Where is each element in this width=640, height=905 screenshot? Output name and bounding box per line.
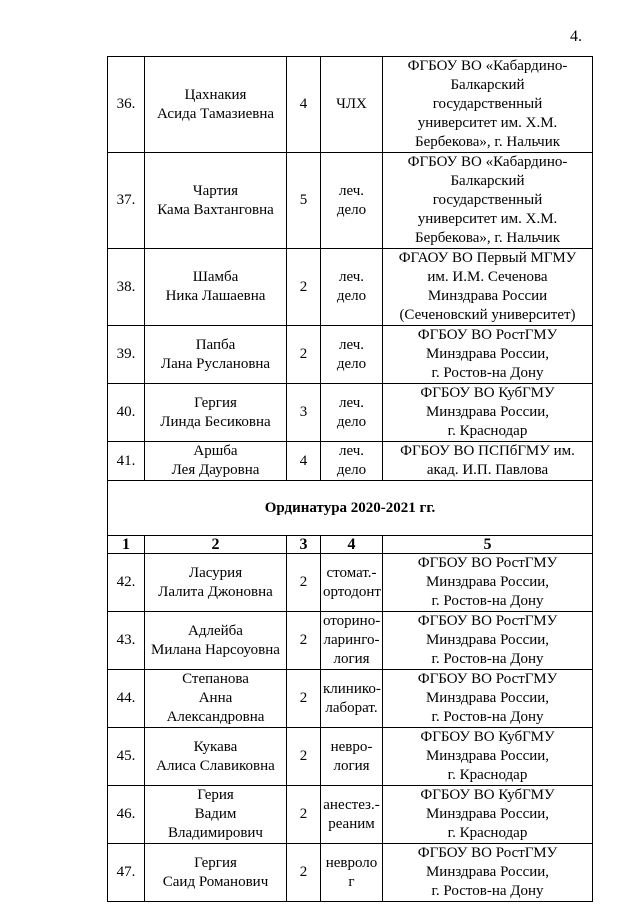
person-name xyxy=(145,554,287,612)
row-number: 41. xyxy=(108,442,145,481)
specialty xyxy=(321,728,383,786)
specialty-line: дело xyxy=(336,201,367,218)
university-line: ФГБОУ ВО ПСПбГМУ им. xyxy=(400,443,575,459)
person-name xyxy=(145,442,287,481)
person-name xyxy=(145,384,287,442)
university-line: г. Краснодар xyxy=(447,767,528,783)
specialty-line: леч. xyxy=(338,336,365,353)
specialty-line: дело xyxy=(336,462,367,478)
name-line: Алиса Славиковна xyxy=(156,757,275,774)
row-number: 44. xyxy=(108,670,145,728)
study-year: 2 xyxy=(287,326,321,384)
column-number: 4 xyxy=(321,536,383,554)
university-line: г. Ростов-на Дону xyxy=(431,709,544,725)
name-line: Чартия xyxy=(192,182,239,199)
table-body-bottom xyxy=(108,554,593,902)
university-line: ФГБОУ ВО КубГМУ xyxy=(420,729,555,745)
university xyxy=(383,384,593,442)
row-number: 45. xyxy=(108,728,145,786)
person-name xyxy=(145,728,287,786)
university-line: Минздрава России, xyxy=(425,574,550,590)
name-line: Саид Романович xyxy=(162,873,269,890)
specialty-line: невро- xyxy=(330,738,373,755)
specialty-line: лаборат. xyxy=(325,699,378,716)
university-line: г. Ростов-на Дону xyxy=(431,593,544,609)
university-line: Бербекова», г. Нальчик xyxy=(414,230,561,246)
name-line: Степанова xyxy=(182,671,249,687)
specialty-line: клинико- xyxy=(323,680,381,697)
specialty xyxy=(321,153,383,249)
university xyxy=(383,844,593,902)
study-year: 2 xyxy=(287,844,321,902)
specialty-line: ларинго- xyxy=(323,632,380,648)
section-title: Ординатура 2020-2021 гг. xyxy=(108,481,593,536)
university xyxy=(383,326,593,384)
specialty-line: логия xyxy=(333,757,370,774)
university-line: ФГБОУ ВО РостГМУ xyxy=(417,327,558,343)
university-line: государственный xyxy=(432,192,543,208)
name-line: Александровна xyxy=(166,709,265,725)
table-row xyxy=(108,57,593,153)
university xyxy=(383,442,593,481)
specialty xyxy=(321,326,383,384)
university-line: Минздрава России, xyxy=(425,806,550,822)
university-line: г. Ростов-на Дону xyxy=(431,883,544,899)
specialty-line: леч. xyxy=(338,182,365,199)
specialty-line: дело xyxy=(336,355,367,372)
specialty-line: дело xyxy=(336,288,367,304)
study-year: 2 xyxy=(287,554,321,612)
university-line: Бербекова», г. Нальчик xyxy=(414,134,561,150)
university xyxy=(383,786,593,844)
table-row xyxy=(108,384,593,442)
column-number: 3 xyxy=(287,536,321,554)
table-row xyxy=(108,612,593,670)
university xyxy=(383,728,593,786)
university-line: акад. И.П. Павлова xyxy=(426,462,549,478)
university-line: государственный xyxy=(432,96,543,112)
name-line: Анна xyxy=(198,690,233,706)
person-name xyxy=(145,249,287,326)
specialty-line: леч. xyxy=(338,394,365,411)
study-year: 2 xyxy=(287,249,321,326)
study-year: 2 xyxy=(287,612,321,670)
table-body-top xyxy=(108,57,593,481)
name-line: Аршба xyxy=(193,443,238,459)
row-number: 40. xyxy=(108,384,145,442)
specialty xyxy=(321,670,383,728)
person-name xyxy=(145,844,287,902)
name-line: Лалита Джоновна xyxy=(158,583,273,600)
name-line: Вадим xyxy=(194,806,237,822)
specialty-line: реаним xyxy=(328,815,375,832)
row-number: 43. xyxy=(108,612,145,670)
section-header xyxy=(108,481,593,554)
university-line: им. И.М. Сеченова xyxy=(427,269,548,285)
name-line: Лана Руслановна xyxy=(160,355,271,372)
university-line: ФГБОУ ВО «Кабардино- xyxy=(407,154,568,170)
table-row xyxy=(108,249,593,326)
column-number: 2 xyxy=(145,536,287,554)
university-line: ФГБОУ ВО «Кабардино- xyxy=(407,58,568,74)
person-name xyxy=(145,326,287,384)
university-line: Минздрава России, xyxy=(425,690,550,706)
university-line: г. Ростов-на Дону xyxy=(431,651,544,667)
university-line: ФГАОУ ВО Первый МГМУ xyxy=(398,250,577,266)
university-line: ФГБОУ ВО РостГМУ xyxy=(417,671,558,687)
table-row xyxy=(108,786,593,844)
table-row xyxy=(108,442,593,481)
university xyxy=(383,670,593,728)
specialty-line: дело xyxy=(336,413,367,430)
name-line: Адлейба xyxy=(188,622,243,639)
name-line: Ласурия xyxy=(188,564,243,581)
row-number: 47. xyxy=(108,844,145,902)
specialty xyxy=(321,249,383,326)
specialty-line: леч. xyxy=(338,269,365,285)
university xyxy=(383,249,593,326)
name-line: Линда Бесиковна xyxy=(160,413,271,430)
university xyxy=(383,153,593,249)
specialty xyxy=(321,57,383,153)
study-year: 2 xyxy=(287,670,321,728)
column-number: 5 xyxy=(383,536,593,554)
university-line: г. Краснодар xyxy=(447,423,528,439)
university-line: университет им. Х.М. xyxy=(417,115,558,131)
name-line: Кукава xyxy=(193,738,238,755)
name-line: Гергия xyxy=(194,394,237,411)
specialty xyxy=(321,786,383,844)
table-row xyxy=(108,153,593,249)
person-name xyxy=(145,153,287,249)
person-name xyxy=(145,612,287,670)
specialty xyxy=(321,384,383,442)
university-line: Минздрава России, xyxy=(425,748,550,764)
name-line: Лея Дауровна xyxy=(171,462,260,478)
specialty-line: леч. xyxy=(338,443,365,459)
name-line: Папба xyxy=(195,336,236,353)
row-number: 39. xyxy=(108,326,145,384)
specialty-line: анестез.- xyxy=(323,796,380,813)
name-line: Цахнакия xyxy=(184,86,247,103)
university-line: ФГБОУ ВО РостГМУ xyxy=(417,555,558,571)
section-row xyxy=(108,481,593,536)
specialty-line: стомат.- xyxy=(326,564,377,581)
name-line: Кама Вахтанговна xyxy=(157,201,274,218)
name-line: Герия xyxy=(197,787,234,803)
column-number: 1 xyxy=(108,536,145,554)
row-number: 42. xyxy=(108,554,145,612)
name-line: Владимирович xyxy=(168,825,263,841)
specialty-line: логия xyxy=(333,651,370,667)
specialty xyxy=(321,612,383,670)
name-line: Ника Лашаевна xyxy=(165,288,266,304)
specialty xyxy=(321,844,383,902)
person-name xyxy=(145,786,287,844)
column-number-row xyxy=(108,536,593,554)
table-row xyxy=(108,554,593,612)
university-line: ФГБОУ ВО РостГМУ xyxy=(417,613,558,629)
university-line: ФГБОУ ВО КубГМУ xyxy=(420,787,555,803)
specialty xyxy=(321,554,383,612)
table-row xyxy=(108,326,593,384)
study-year: 2 xyxy=(287,786,321,844)
university xyxy=(383,612,593,670)
study-year: 2 xyxy=(287,728,321,786)
specialty-line: ортодонт xyxy=(323,583,381,600)
university-line: Минздрава России, xyxy=(425,864,550,880)
person-name xyxy=(145,670,287,728)
residents-table xyxy=(107,56,593,902)
row-number: 38. xyxy=(108,249,145,326)
university xyxy=(383,57,593,153)
study-year: 3 xyxy=(287,384,321,442)
university-line: Минздрава России, xyxy=(425,346,550,362)
university-line: ФГБОУ ВО РостГМУ xyxy=(417,845,558,861)
table-row xyxy=(108,728,593,786)
name-line: Милана Нарсоуовна xyxy=(151,641,280,658)
specialty-line: ЧЛХ xyxy=(336,96,367,112)
specialty-line: г xyxy=(348,873,355,890)
row-number: 46. xyxy=(108,786,145,844)
name-line: Гергия xyxy=(194,854,237,871)
university-line: ФГБОУ ВО КубГМУ xyxy=(420,385,555,401)
university-line: Минздрава России, xyxy=(425,404,550,420)
study-year: 4 xyxy=(287,442,321,481)
university-line: Минздрава России, xyxy=(425,632,550,648)
university-line: университет им. Х.М. xyxy=(417,211,558,227)
university-line: Балкарский xyxy=(450,77,525,93)
person-name xyxy=(145,57,287,153)
row-number: 37. xyxy=(108,153,145,249)
study-year: 5 xyxy=(287,153,321,249)
name-line: Шамба xyxy=(192,269,239,285)
specialty xyxy=(321,442,383,481)
specialty-line: невроло xyxy=(325,854,378,871)
study-year: 4 xyxy=(287,57,321,153)
table-row xyxy=(108,670,593,728)
row-number: 36. xyxy=(108,57,145,153)
university-line: (Сеченовский университет) xyxy=(399,307,576,323)
specialty-line: оторино- xyxy=(323,613,381,629)
university-line: г. Краснодар xyxy=(447,825,528,841)
university-line: г. Ростов-на Дону xyxy=(431,365,544,381)
page-number: 4. xyxy=(570,28,582,45)
name-line: Асида Тамазиевна xyxy=(156,105,275,122)
university xyxy=(383,554,593,612)
table-row xyxy=(108,844,593,902)
university-line: Балкарский xyxy=(450,173,525,189)
university-line: Минздрава России xyxy=(427,288,548,304)
